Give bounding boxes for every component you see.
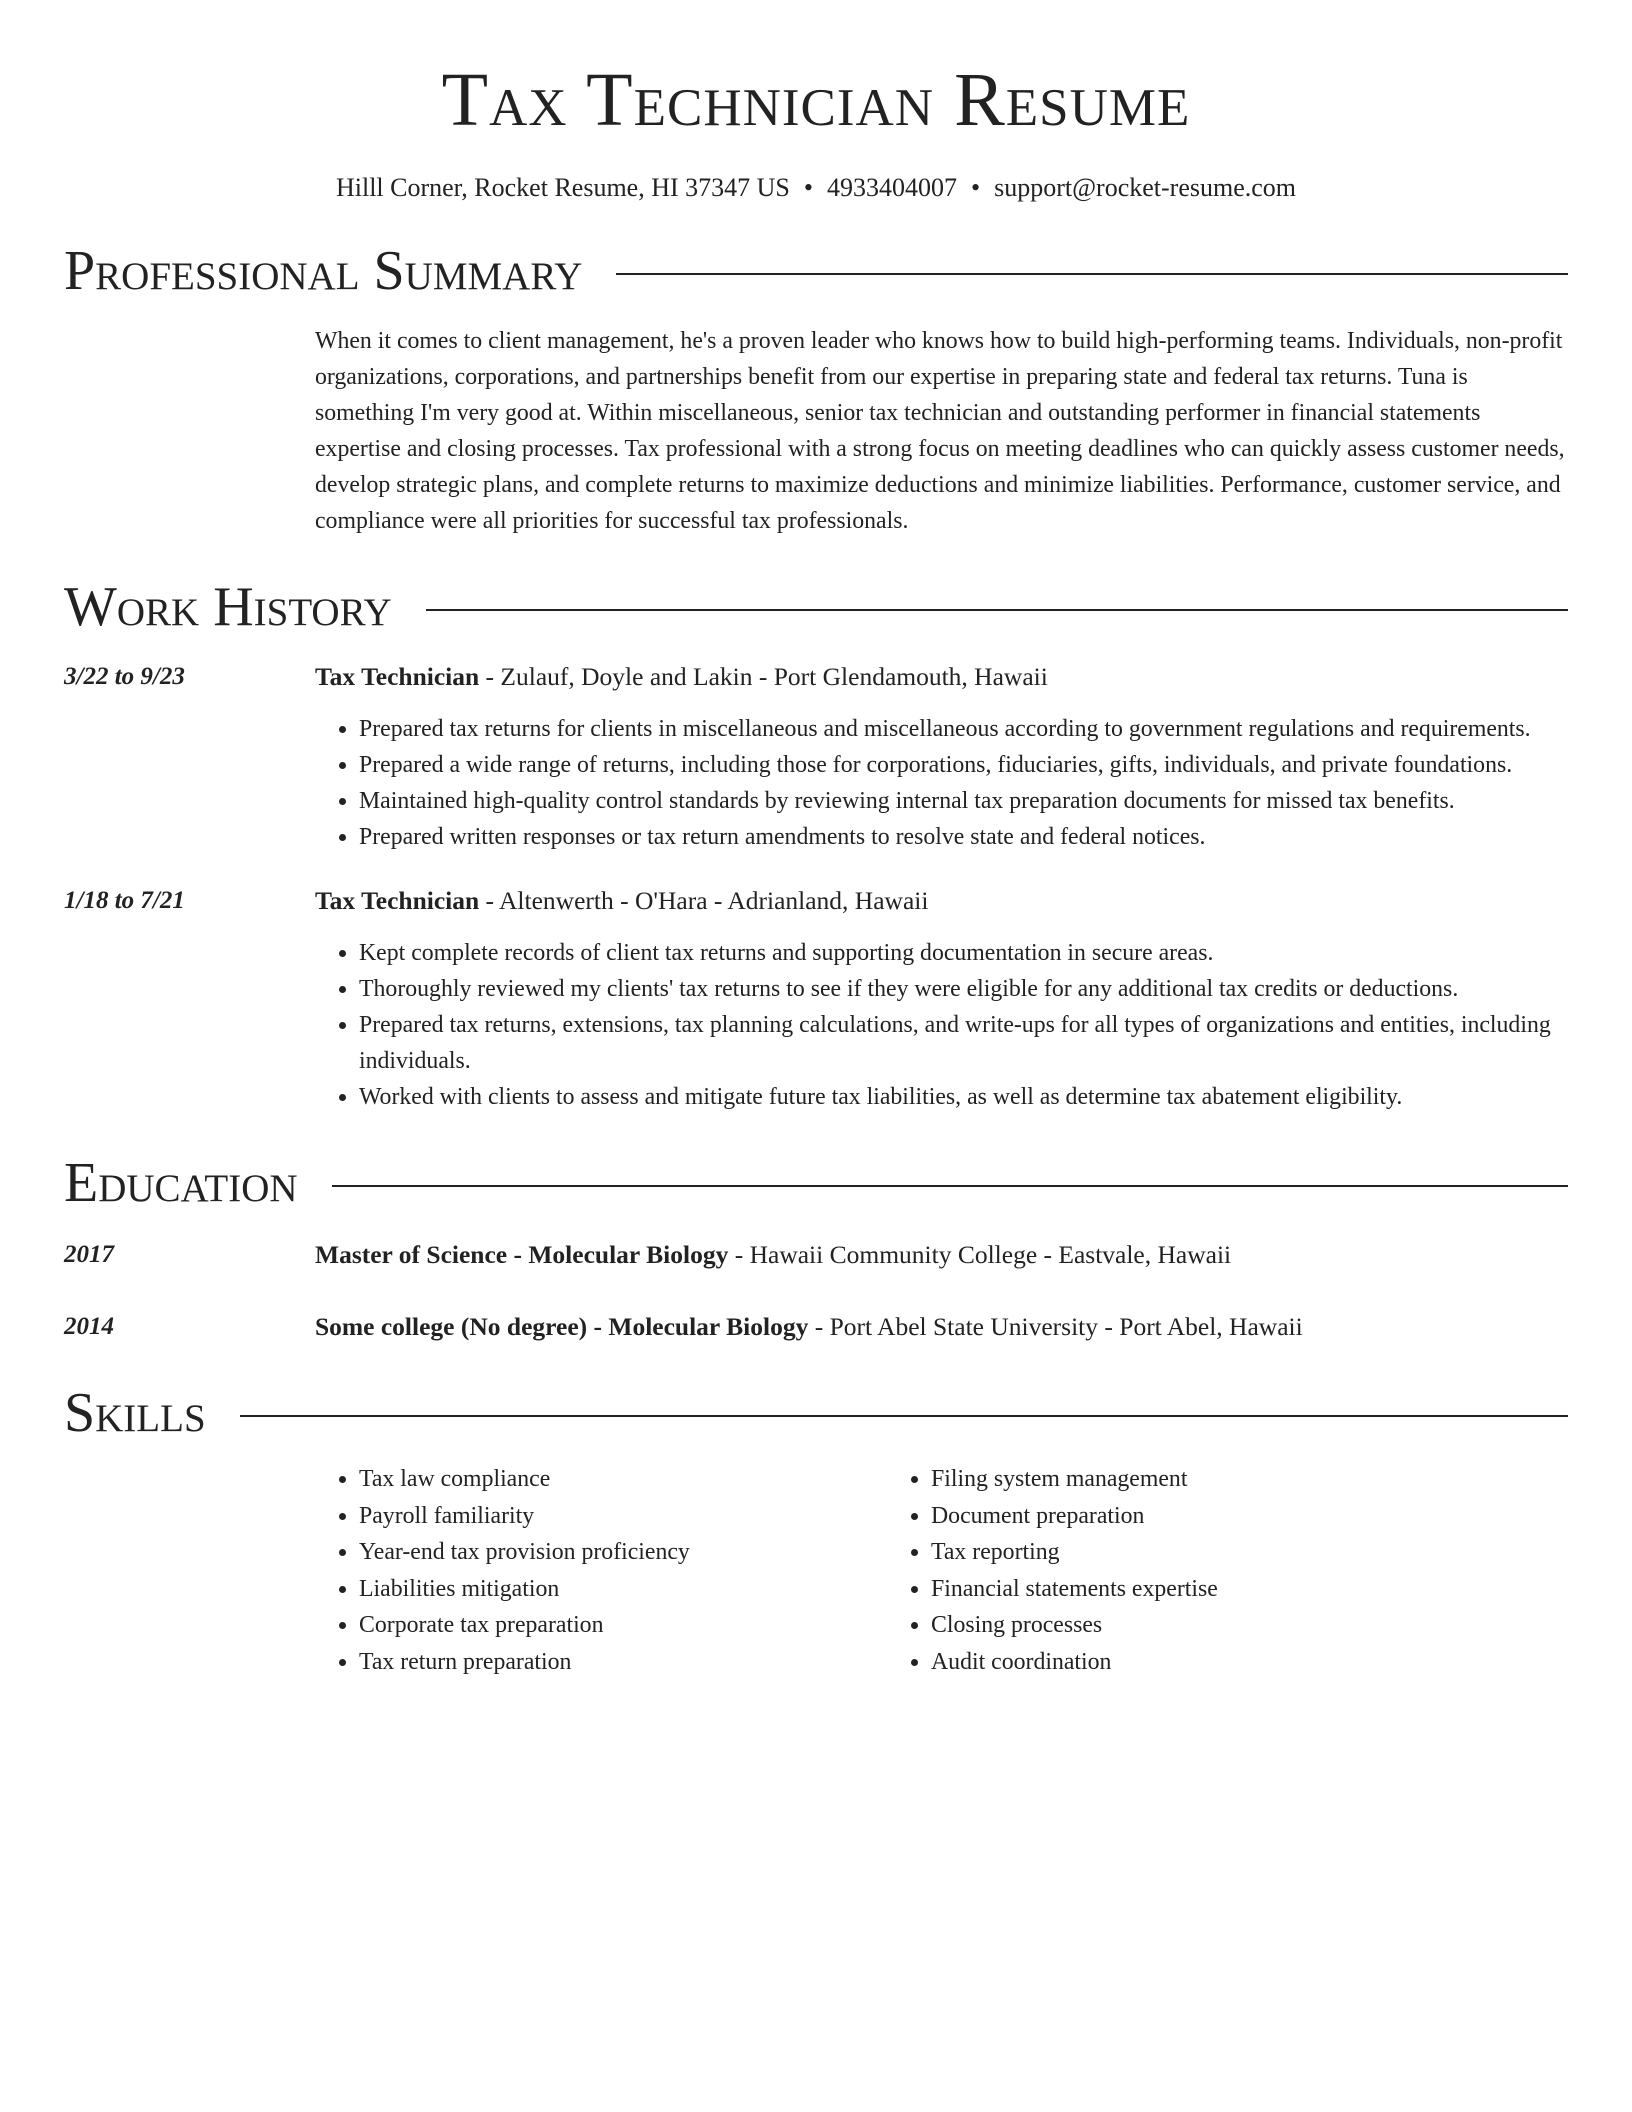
job-body (315, 883, 1568, 1115)
section-header-work-history (64, 576, 1568, 639)
resume-title: Tax Technician Resume (441, 58, 1191, 142)
skill-item: • Tax reporting (931, 1534, 1459, 1571)
job-bullet: • Thoroughly reviewed my clients' tax returns to see if they were eligible for any additional tax credits or deductions. (359, 971, 1568, 1007)
summary-text: When it comes to client management, he's a proven leader who knows how to build high-performing teams. Individuals, non-profit organizations, corporations, and partnerships benefit from our expertise in preparing state and federal tax returns. Tuna is something I'm very good at. Within miscellaneous, senior tax technician and outstanding performer in financial statements expertise and closing processes. Tax professional with a strong focus on meeting deadlines who can quickly assess customer needs, develop strategic plans, and complete returns to maximize deductions and minimize liabilities. Performance, customer service, and compliance were all priorities for successful tax professionals. (315, 328, 1565, 535)
contact-address: Hilll Corner, Rocket Resume, HI 37347 US (335, 173, 790, 202)
education-details: - Hawaii Community College - Eastvale, Hawaii (728, 1240, 1232, 1270)
job-bullet: • Kept complete records of client tax returns and supporting documentation in secure areas. (359, 935, 1568, 971)
education-entry (64, 1237, 1568, 1273)
job-details: - Zulauf, Doyle and Lakin - Port Glendamouth, Hawaii (479, 662, 1048, 692)
section-header-education (64, 1152, 1568, 1215)
job-headline (315, 883, 1568, 919)
skills-columns (315, 1461, 1568, 1680)
section-header-skills (64, 1382, 1568, 1445)
section-divider (240, 1415, 1568, 1417)
education-headline (315, 1237, 1568, 1273)
job-bullet: • Prepared written responses or tax return amendments to resolve state and federal notices. (359, 819, 1568, 855)
job-role: Tax Technician (315, 886, 480, 916)
skills-list-right (887, 1461, 1459, 1680)
section-header-summary (64, 240, 1568, 303)
contact-email: support@rocket-resume.com (994, 173, 1297, 202)
section-title-skills: Skills (64, 1382, 206, 1445)
skill-item: • Audit coordination (931, 1644, 1459, 1681)
job-bullet: • Prepared tax returns, extensions, tax planning calculations, and write-ups for all types of organizations and entities, including individuals. (359, 1007, 1568, 1079)
education-year: 2017 (64, 1241, 114, 1269)
education-year: 2014 (64, 1313, 114, 1341)
skill-item: • Closing processes (931, 1607, 1459, 1644)
job-bullets (315, 935, 1568, 1115)
job-bullets (315, 711, 1568, 855)
job-role: Tax Technician (315, 662, 480, 692)
section-divider (426, 609, 1568, 611)
section-divider (332, 1185, 1568, 1187)
skill-item: • Tax law compliance (359, 1461, 887, 1498)
section-title-education: Education (64, 1152, 298, 1215)
skill-item: • Filing system management (931, 1461, 1459, 1498)
section-divider (616, 273, 1568, 275)
job-entry (64, 659, 1568, 855)
section-title-summary: Professional Summary (64, 240, 583, 303)
skill-item: • Document preparation (931, 1498, 1459, 1535)
job-headline (315, 659, 1568, 695)
job-details: - Altenwerth - O'Hara - Adrianland, Hawaii (479, 886, 929, 916)
job-bullet: • Maintained high-quality control standards by reviewing internal tax preparation documents for missed tax benefits. (359, 783, 1568, 819)
education-entry (64, 1309, 1568, 1345)
skill-item: • Year-end tax provision proficiency (359, 1534, 887, 1571)
skill-item: • Tax return preparation (359, 1644, 887, 1681)
job-body (315, 659, 1568, 855)
skill-item: • Financial statements expertise (931, 1571, 1459, 1608)
section-title-work-history: Work History (64, 576, 392, 639)
job-bullet: • Worked with clients to assess and mitigate future tax liabilities, as well as determine tax abatement eligibility. (359, 1079, 1568, 1115)
contact-separator: • (803, 173, 813, 202)
job-dates: 1/18 to 7/21 (64, 887, 185, 915)
skills-list-left (315, 1461, 887, 1680)
skill-item: • Liabilities mitigation (359, 1571, 887, 1608)
skill-item: • Corporate tax preparation (359, 1607, 887, 1644)
job-entry (64, 883, 1568, 1115)
education-degree: Master of Science - Molecular Biology (315, 1240, 729, 1270)
education-degree: Some college (No degree) - Molecular Biology (315, 1312, 809, 1342)
job-bullet: • Prepared a wide range of returns, including those for corporations, fiduciaries, gifts, individuals, and private foundations. (359, 747, 1568, 783)
education-body (315, 1309, 1568, 1345)
job-bullet: • Prepared tax returns for clients in miscellaneous and miscellaneous according to government regulations and requirements. (359, 711, 1568, 747)
education-body (315, 1237, 1568, 1273)
education-headline (315, 1309, 1568, 1345)
contact-line (64, 172, 1568, 203)
contact-phone: 4933404007 (827, 173, 957, 202)
skill-item: • Payroll familiarity (359, 1498, 887, 1535)
education-details: - Port Abel State University - Port Abel, Hawaii (808, 1312, 1303, 1342)
contact-separator: • (971, 173, 981, 202)
job-dates: 3/22 to 9/23 (64, 663, 185, 691)
